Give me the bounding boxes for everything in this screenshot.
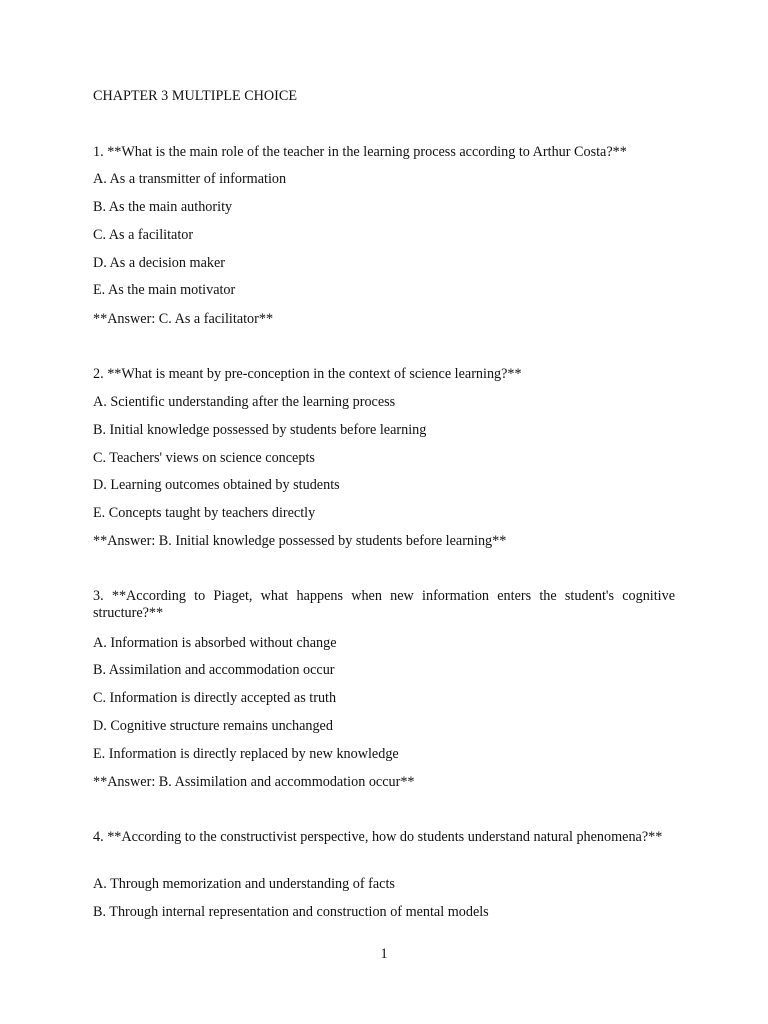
page-title: CHAPTER 3 MULTIPLE CHOICE [93,88,298,104]
question-3-option-a: A. Information is absorbed without change [93,635,337,651]
question-3-option-d: D. Cognitive structure remains unchanged [93,718,333,734]
question-4-option-b: B. Through internal representation and construction of mental models [93,904,489,920]
question-2-option-d: D. Learning outcomes obtained by students [93,477,340,493]
question-2-text: 2. **What is meant by pre-conception in the context of science learning?** [93,366,522,382]
question-4-text: 4. **According to the constructivist perspective, how do students understand natural phenomena?** [93,829,663,845]
question-1-option-c: C. As a facilitator [93,227,194,243]
question-2-option-e: E. Concepts taught by teachers directly [93,505,316,521]
question-2-option-a: A. Scientific understanding after the learning process [93,394,396,410]
question-1-option-d: D. As a decision maker [93,255,225,271]
question-1-option-e: E. As the main motivator [93,282,236,298]
question-3-option-c: C. Information is directly accepted as truth [93,690,337,706]
question-3-answer: **Answer: B. Assimilation and accommodation occur** [93,774,415,790]
question-1-text: 1. **What is the main role of the teacher in the learning process according to Arthur Costa?** [93,144,627,160]
question-2-option-c: C. Teachers' views on science concepts [93,450,315,466]
question-4-option-a: A. Through memorization and understanding of facts [93,876,395,892]
question-3-option-b: B. Assimilation and accommodation occur [93,662,335,678]
question-1-option-a: A. As a transmitter of information [93,171,287,187]
question-1-option-b: B. As the main authority [93,199,233,215]
question-2-option-b: B. Initial knowledge possessed by students before learning [93,422,427,438]
page-number: 1 [380,946,388,962]
question-1-answer: **Answer: C. As a facilitator** [93,311,274,327]
question-3-option-e: E. Information is directly replaced by new knowledge [93,746,399,762]
question-3-text: 3. **According to Piaget, what happens when new information enters the student's cognitive structure?** [93,588,675,621]
question-2-answer: **Answer: B. Initial knowledge possessed by students before learning** [93,533,507,549]
